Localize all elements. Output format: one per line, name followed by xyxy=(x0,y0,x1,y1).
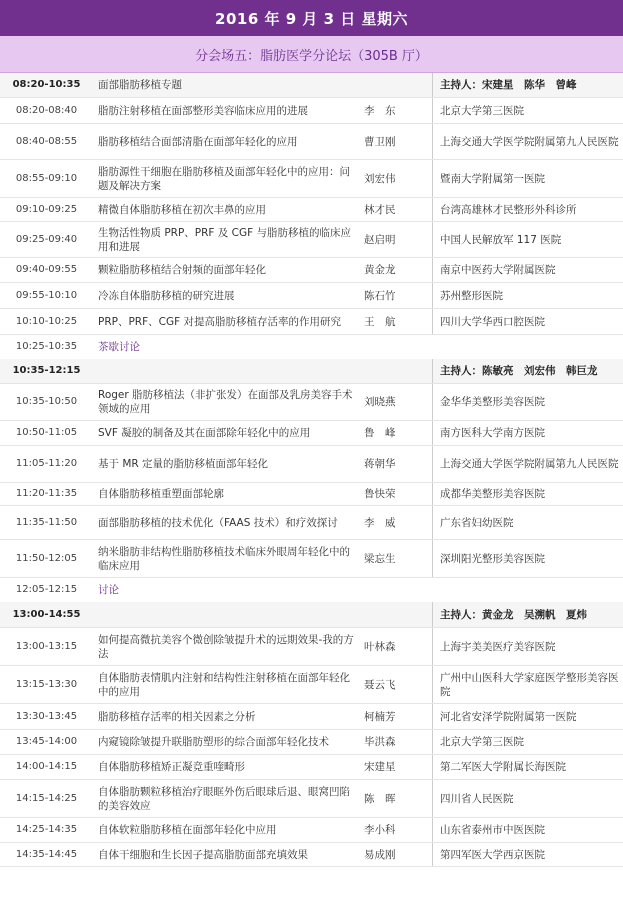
time-cell xyxy=(0,628,93,665)
speaker-name xyxy=(364,309,422,334)
speaker-name-text: 林才民 xyxy=(364,203,396,216)
talk-row xyxy=(0,421,623,446)
talk-title xyxy=(98,843,360,866)
affiliation xyxy=(432,704,622,729)
talk-row xyxy=(0,222,623,258)
affiliation-text: 上海交通大学医学院附属第九人民医院 xyxy=(440,458,619,470)
discussion-label-text: 讨论 xyxy=(98,584,119,596)
talk-title xyxy=(98,258,360,282)
speaker-name xyxy=(364,628,422,665)
affiliation xyxy=(432,578,622,602)
talk-title-text: 基于 MR 定量的脂肪移植面部年轻化 xyxy=(98,458,269,470)
time-cell-text: 13:30-13:45 xyxy=(15,710,78,722)
speaker-name xyxy=(364,198,422,221)
time-cell-text: 10:50-11:05 xyxy=(15,427,78,438)
affiliation xyxy=(432,222,622,257)
time-cell xyxy=(0,780,93,817)
speaker-name-text: 蒋朝华 xyxy=(364,458,396,470)
speaker-name-text: 刘宏伟 xyxy=(364,172,396,185)
speaker-name-text: 李小科 xyxy=(364,824,396,836)
speaker-name xyxy=(364,98,422,123)
discussion-label xyxy=(98,578,360,602)
talk-title xyxy=(98,730,360,754)
date-banner xyxy=(0,0,623,36)
time-cell xyxy=(0,359,93,383)
time-cell xyxy=(0,818,93,842)
session-slot-row xyxy=(0,359,623,384)
affiliation xyxy=(432,198,622,221)
time-cell-text: 13:00-13:15 xyxy=(15,640,78,652)
talk-title xyxy=(98,359,360,383)
speaker-name xyxy=(364,540,422,577)
talk-row xyxy=(0,506,623,540)
talk-row xyxy=(0,666,623,704)
time-cell xyxy=(0,198,93,221)
talk-title-text: 脂肪注射移植在面部整形美容临床应用的进展 xyxy=(98,104,308,117)
time-cell-text: 10:35-12:15 xyxy=(12,365,81,376)
moderators xyxy=(432,359,622,383)
time-cell-text: 12:05-12:15 xyxy=(15,584,78,595)
time-cell xyxy=(0,506,93,539)
affiliation-text: 北京大学第三医院 xyxy=(440,736,524,748)
talk-row xyxy=(0,818,623,843)
talk-row xyxy=(0,843,623,867)
talk-title-text: 自体脂肪移植重塑面部轮廓 xyxy=(98,488,224,500)
talk-row xyxy=(0,384,623,421)
affiliation xyxy=(432,160,622,197)
speaker-name xyxy=(364,160,422,197)
affiliation xyxy=(432,446,622,482)
talk-title xyxy=(98,628,360,665)
time-cell-text: 11:05-11:20 xyxy=(15,458,78,469)
speaker-name xyxy=(364,780,422,817)
talk-title xyxy=(98,483,360,505)
talk-title-text: PRP、PRF、CGF 对提高脂肪移植存活率的作用研究 xyxy=(98,315,341,328)
speaker-name xyxy=(364,73,422,97)
time-cell-text: 13:00-14:55 xyxy=(12,608,81,620)
affiliation-text: 深圳阳光整形美容医院 xyxy=(440,552,545,565)
affiliation-text: 河北省安泽学院附属第一医院 xyxy=(440,710,577,723)
time-cell xyxy=(0,258,93,282)
affiliation xyxy=(432,540,622,577)
time-cell xyxy=(0,755,93,779)
affiliation xyxy=(432,755,622,779)
time-cell-text: 08:55-09:10 xyxy=(15,172,78,184)
speaker-name-text: 赵启明 xyxy=(364,233,396,246)
talk-title-text: 冷冻自体脂肪移植的研究进展 xyxy=(98,289,235,302)
talk-title xyxy=(98,421,360,445)
talk-row xyxy=(0,730,623,755)
speaker-name-text: 鲁快荣 xyxy=(364,488,396,500)
moderators xyxy=(432,73,622,97)
affiliation xyxy=(432,506,622,539)
time-cell-text: 11:50-12:05 xyxy=(15,552,78,564)
time-cell-text: 08:20-10:35 xyxy=(12,79,81,90)
speaker-name xyxy=(364,818,422,842)
speaker-name-text: 李 威 xyxy=(364,516,396,529)
time-cell-text: 10:25-10:35 xyxy=(15,341,78,352)
talk-title xyxy=(98,124,360,159)
affiliation-text: 广东省妇幼医院 xyxy=(440,516,514,529)
talk-title xyxy=(98,666,360,703)
talk-title-text: 自体软粒脂肪移植在面部年轻化中应用 xyxy=(98,824,277,836)
speaker-name xyxy=(364,843,422,866)
talk-title-text: 脂肪移植结合面部清脂在面部年轻化的应用 xyxy=(98,135,298,148)
time-cell xyxy=(0,843,93,866)
talk-title xyxy=(98,818,360,842)
time-cell xyxy=(0,222,93,257)
affiliation xyxy=(432,283,622,308)
talk-title xyxy=(98,98,360,123)
talk-title-text: 自体脂肪移植矫正凝竞重喹畸形 xyxy=(98,761,245,773)
time-cell xyxy=(0,309,93,334)
time-cell-text: 13:45-14:00 xyxy=(15,736,78,747)
talk-title-text: 面部脂肪移植专题 xyxy=(98,79,182,91)
talk-title-text: 面部脂肪移植的技术优化（FAAS 技术）和疗效探讨 xyxy=(98,516,338,529)
affiliation xyxy=(432,258,622,282)
speaker-name-text: 陈 晖 xyxy=(364,792,396,805)
time-cell xyxy=(0,124,93,159)
talk-title-text: 如何提高微抗美容个微创除皱提升术的远期效果-我的方法 xyxy=(98,633,354,660)
date-banner-text: 2016 年 9 月 3 日 星期六 xyxy=(215,9,408,28)
affiliation-text: 成都华美整形美容医院 xyxy=(440,488,545,500)
speaker-name xyxy=(364,704,422,729)
time-cell xyxy=(0,384,93,420)
time-cell xyxy=(0,73,93,97)
talk-title-text: 脂肪源性干细胞在脂肪移植及面部年轻化中的应用：问题及解决方案 xyxy=(98,165,350,192)
time-cell xyxy=(0,283,93,308)
moderators xyxy=(432,602,622,627)
affiliation xyxy=(432,335,622,359)
talk-title xyxy=(98,446,360,482)
time-cell-text: 14:15-14:25 xyxy=(15,792,78,804)
time-cell-text: 08:20-08:40 xyxy=(15,104,78,116)
speaker-name-text: 柯楠芳 xyxy=(364,710,396,723)
affiliation-text: 南京中医药大学附属医院 xyxy=(440,264,556,276)
affiliation-text: 四川省人民医院 xyxy=(440,792,514,805)
discussion-label xyxy=(98,335,360,359)
talk-title xyxy=(98,384,360,420)
time-cell xyxy=(0,98,93,123)
talk-title-text: 纳米脂肪非结构性脂肪移植技术临床外眼周年轻化中的临床应用 xyxy=(98,545,350,572)
talk-title xyxy=(98,704,360,729)
speaker-name xyxy=(364,483,422,505)
affiliation xyxy=(432,384,622,420)
speaker-name-text: 曹卫刚 xyxy=(364,135,396,148)
speaker-name xyxy=(364,730,422,754)
speaker-name xyxy=(364,506,422,539)
time-cell-text: 14:35-14:45 xyxy=(15,848,78,860)
talk-row xyxy=(0,198,623,222)
time-cell xyxy=(0,578,93,602)
time-cell xyxy=(0,540,93,577)
talk-row xyxy=(0,540,623,578)
talk-row xyxy=(0,446,623,483)
talk-row xyxy=(0,755,623,780)
affiliation-text: 南方医科大学南方医院 xyxy=(440,427,545,439)
talk-title xyxy=(98,602,360,627)
speaker-name-text: 宋建星 xyxy=(364,761,396,773)
time-cell-text: 08:40-08:55 xyxy=(15,135,78,147)
talk-title-text: 精微自体脂肪移植在初次丰鼻的应用 xyxy=(98,203,266,216)
speaker-name xyxy=(364,283,422,308)
time-cell-text: 13:15-13:30 xyxy=(15,678,78,690)
time-cell xyxy=(0,704,93,729)
talk-title-text: 内窥镜除皱提升联脂肪塑形的综合面部年轻化技术 xyxy=(98,736,329,748)
affiliation-text: 第四军医大学西京医院 xyxy=(440,848,545,861)
speaker-name xyxy=(364,359,422,383)
time-cell-text: 09:25-09:40 xyxy=(15,233,78,245)
affiliation xyxy=(432,124,622,159)
moderators-text: 主持人：黄金龙 吴溯帆 夏炜 xyxy=(440,608,587,621)
talk-title xyxy=(98,283,360,308)
speaker-name-text: 李 东 xyxy=(364,104,396,117)
speaker-name-text: 王 航 xyxy=(364,315,396,328)
talk-title xyxy=(98,780,360,817)
talk-row xyxy=(0,780,623,818)
affiliation xyxy=(432,780,622,817)
talk-title xyxy=(98,160,360,197)
affiliation-text: 第二军医大学附属长海医院 xyxy=(440,761,566,773)
time-cell-text: 14:25-14:35 xyxy=(15,824,78,835)
talk-title xyxy=(98,506,360,539)
time-cell xyxy=(0,446,93,482)
talk-title-text: 自体脂肪表情肌内注射和结构性注射移植在面部年轻化中的应用 xyxy=(98,671,350,698)
speaker-name-text: 易成刚 xyxy=(364,848,396,861)
affiliation-text: 上海宇美美医疗美容医院 xyxy=(440,640,556,653)
affiliation xyxy=(432,843,622,866)
affiliation xyxy=(432,309,622,334)
speaker-name xyxy=(364,755,422,779)
talk-row xyxy=(0,258,623,283)
affiliation xyxy=(432,666,622,703)
talk-row xyxy=(0,283,623,309)
talk-title xyxy=(98,540,360,577)
speaker-name-text: 梁忘生 xyxy=(364,552,396,565)
session-slot-row xyxy=(0,602,623,628)
time-cell-text: 14:00-14:15 xyxy=(15,761,78,772)
affiliation-text: 山东省泰州市中医医院 xyxy=(440,824,545,836)
time-cell-text: 11:35-11:50 xyxy=(15,516,78,528)
affiliation-text: 上海交通大学医学院附属第九人民医院 xyxy=(440,135,619,148)
discussion-label-text: 茶歇讨论 xyxy=(98,341,140,353)
affiliation-text: 北京大学第三医院 xyxy=(440,104,524,117)
talk-title-text: 自体干细胞和生长因子提高脂肪面部充填效果 xyxy=(98,848,308,861)
talk-title xyxy=(98,198,360,221)
session-banner xyxy=(0,36,623,73)
talk-row xyxy=(0,309,623,335)
affiliation xyxy=(432,98,622,123)
time-cell-text: 09:40-09:55 xyxy=(15,264,78,275)
talk-title-text: 脂肪移植存活率的相关因素之分析 xyxy=(98,710,256,723)
discussion-row xyxy=(0,578,623,602)
time-cell xyxy=(0,602,93,627)
talk-title-text: SVF 凝胶的制备及其在面部除年轻化中的应用 xyxy=(98,427,311,439)
talk-title xyxy=(98,73,360,97)
time-cell xyxy=(0,730,93,754)
time-cell xyxy=(0,483,93,505)
time-cell xyxy=(0,421,93,445)
time-cell-text: 09:55-10:10 xyxy=(15,289,78,301)
affiliation-text: 金华华美整形美容医院 xyxy=(440,396,545,408)
time-cell-text: 10:10-10:25 xyxy=(15,315,78,327)
speaker-name xyxy=(364,124,422,159)
time-cell xyxy=(0,335,93,359)
speaker-name xyxy=(364,258,422,282)
schedule-table xyxy=(0,73,623,867)
time-cell xyxy=(0,666,93,703)
speaker-name xyxy=(364,222,422,257)
session-slot-row xyxy=(0,73,623,98)
speaker-name xyxy=(364,384,422,420)
speaker-name xyxy=(364,335,422,359)
discussion-row xyxy=(0,335,623,359)
time-cell-text: 10:35-10:50 xyxy=(15,396,78,407)
talk-title xyxy=(98,755,360,779)
speaker-name-text: 叶林森 xyxy=(364,640,396,653)
time-cell-text: 11:20-11:35 xyxy=(15,488,78,499)
talk-row xyxy=(0,704,623,730)
speaker-name-text: 黄金龙 xyxy=(364,264,396,276)
talk-row xyxy=(0,98,623,124)
talk-row xyxy=(0,628,623,666)
speaker-name-text: 陈石竹 xyxy=(364,289,396,302)
talk-title-text: 颗粒脂肪移植结合射频的面部年轻化 xyxy=(98,264,266,276)
speaker-name-text: 聂云飞 xyxy=(364,678,396,691)
affiliation-text: 广州中山医科大学家庭医学整形美容医院 xyxy=(440,671,619,698)
speaker-name-text: 鲁 峰 xyxy=(364,427,396,439)
speaker-name xyxy=(364,421,422,445)
affiliation-text: 台湾高雄林才民整形外科诊所 xyxy=(440,203,577,216)
affiliation-text: 四川大学华西口腔医院 xyxy=(440,315,545,328)
affiliation xyxy=(432,483,622,505)
talk-row xyxy=(0,160,623,198)
talk-title-text: 自体脂肪颗粒移植治疗眼眶外伤后眼球后退、眼窝凹陷的美容效应 xyxy=(98,785,350,812)
affiliation-text: 中国人民解放军 117 医院 xyxy=(440,233,562,246)
affiliation-text: 苏州整形医院 xyxy=(440,289,503,302)
talk-title-text: Roger 脂肪移植法（非扩张发）在面部及乳房美容手术领域的应用 xyxy=(98,389,353,415)
affiliation xyxy=(432,730,622,754)
speaker-name-text: 毕洪森 xyxy=(364,736,396,748)
speaker-name xyxy=(364,578,422,602)
affiliation xyxy=(432,421,622,445)
talk-title xyxy=(98,309,360,334)
talk-title-text: 生物活性物质 PRP、PRF 及 CGF 与脂肪移植的临床应用和进展 xyxy=(98,226,351,253)
time-cell xyxy=(0,160,93,197)
affiliation xyxy=(432,818,622,842)
affiliation xyxy=(432,628,622,665)
time-cell-text: 09:10-09:25 xyxy=(15,203,78,215)
moderators-text: 主持人：陈敏亮 刘宏伟 韩巨龙 xyxy=(440,365,598,377)
talk-row xyxy=(0,483,623,506)
speaker-name-text: 刘晓燕 xyxy=(364,396,396,408)
talk-row xyxy=(0,124,623,160)
moderators-text: 主持人：宋建星 陈华 曾峰 xyxy=(440,79,577,91)
speaker-name xyxy=(364,446,422,482)
affiliation-text: 暨南大学附属第一医院 xyxy=(440,172,545,185)
speaker-name xyxy=(364,666,422,703)
speaker-name xyxy=(364,602,422,627)
session-title: 分会场五：脂肪医学分论坛（305B 厅） xyxy=(195,48,428,64)
talk-title xyxy=(98,222,360,257)
